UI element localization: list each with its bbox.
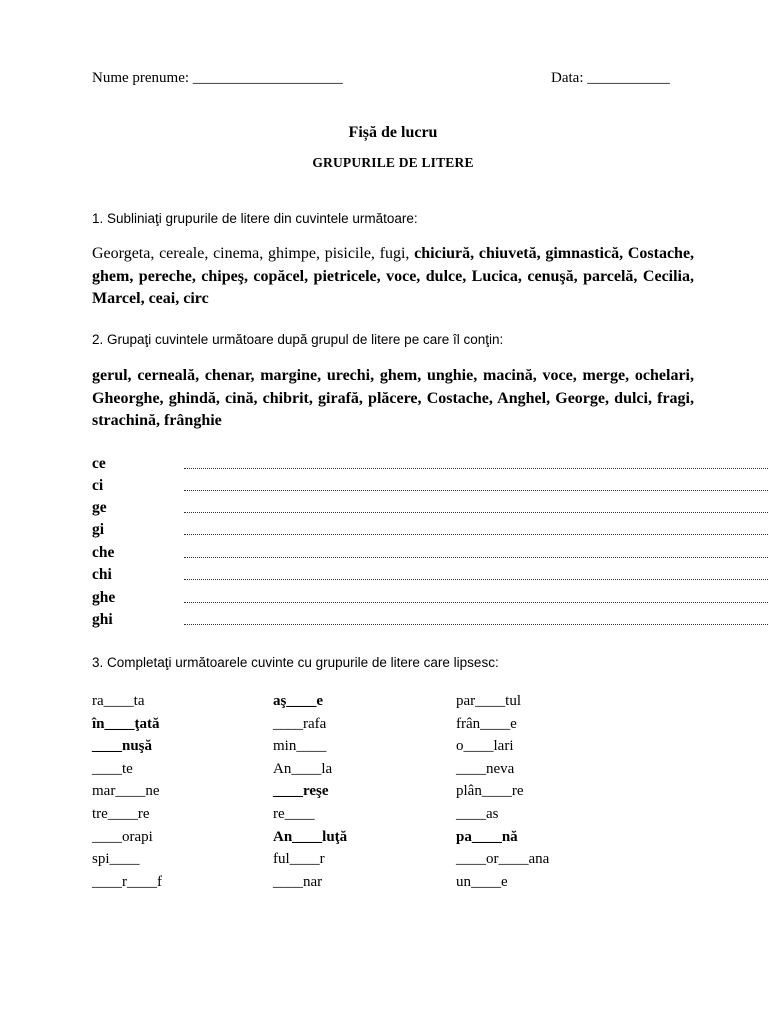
group-label: gi	[92, 521, 105, 538]
date-field-label: Data: ___________	[551, 70, 670, 86]
answer-line[interactable]	[184, 624, 768, 625]
fill-in-column-1	[92, 690, 162, 893]
group-row	[92, 544, 692, 566]
group-row	[92, 521, 692, 543]
answer-line[interactable]	[184, 534, 768, 535]
group-label: ci	[92, 477, 104, 494]
fill-in-word: în____ţată	[92, 715, 160, 732]
fill-in-word: ____nar	[273, 873, 323, 890]
fill-in-word: ____nuşă	[92, 738, 153, 755]
group-row	[92, 611, 692, 633]
word: pisicile,	[324, 245, 380, 262]
group-label: chi	[92, 566, 112, 583]
answer-line[interactable]	[184, 579, 768, 580]
fill-in-column-2	[273, 690, 347, 893]
fill-in-word: ful____r	[273, 851, 325, 868]
fill-in-word: ____rafa	[273, 715, 327, 732]
group-row	[92, 589, 692, 611]
fill-in-word: spi____	[92, 851, 140, 868]
answer-line[interactable]	[184, 512, 768, 513]
fill-in-word: plân____re	[456, 783, 524, 800]
fill-in-word: ra____ta	[92, 693, 145, 709]
fill-in-word: frân____e	[456, 715, 517, 732]
fill-in-word: o____lari	[456, 738, 514, 755]
group-label: ce	[92, 455, 106, 472]
word: fugi,	[379, 245, 415, 262]
group-label: ghe	[92, 589, 116, 606]
exercise-2-instruction: 2. Grupaţi cuvintele următoare după grupul de litere pe care îl conţin:	[92, 332, 504, 347]
fill-in-word: par____tul	[456, 693, 521, 709]
word: cinema,	[213, 245, 268, 262]
fill-in-word: pa____nă	[456, 828, 518, 845]
fill-in-word: min____	[273, 738, 327, 755]
fill-in-word: aş____e	[273, 693, 323, 709]
answer-line[interactable]	[184, 468, 768, 469]
fill-in-word: ____reşe	[273, 783, 329, 800]
group-row	[92, 566, 692, 588]
page-subtitle: GRUPURILE DE LITERE	[312, 155, 474, 170]
fill-in-word: mar____ne	[92, 783, 160, 800]
fill-in-column-3	[456, 690, 549, 893]
word: Costache, ghem, pereche, chipeş, copăcel, pietricele, voce, dulce, Lucica, cenuşă, parcelă, Cecilia, Marcel, ceai, circ	[92, 245, 695, 307]
fill-in-word: ____orapi	[92, 828, 153, 845]
word: Georgeta,	[92, 245, 160, 262]
group-label: ghi	[92, 611, 113, 628]
fill-in-word: tre____re	[92, 805, 150, 822]
exercise-3-instruction: 3. Completaţi următoarele cuvinte cu grupurile de litere care lipsesc:	[92, 655, 499, 670]
fill-in-word: An____la	[273, 760, 333, 777]
word: cereale,	[159, 245, 214, 262]
fill-in-word: ____te	[92, 760, 133, 777]
fill-in-word: ____neva	[456, 760, 515, 777]
answer-line[interactable]	[184, 490, 768, 491]
fill-in-word: ____or____ana	[456, 851, 550, 868]
group-row	[92, 455, 692, 477]
exercise-1-instruction: 1. Subliniaţi grupurile de litere din cuvintele următoare:	[92, 211, 418, 226]
fill-in-word: un____e	[456, 873, 508, 890]
name-field-label: Nume prenume: ____________________	[92, 70, 343, 86]
answer-line[interactable]	[184, 557, 768, 558]
group-label: ge	[92, 499, 107, 516]
exercise-2-words: gerul, cerneală, chenar, margine, urechi, ghem, unghie, macină, voce, merge, ochelari, Gheorghe, ghindă, cină, chibrit, girafă, plăcere, Costache, Anghel, George, dulci, fragi, strachină, frânghie	[92, 367, 694, 429]
word: ghimpe,	[267, 245, 325, 262]
page-title: Fișă de lucru	[348, 124, 438, 141]
group-row	[92, 499, 692, 521]
group-row	[92, 477, 692, 499]
group-label: che	[92, 544, 115, 561]
exercise-1-words	[92, 243, 694, 311]
fill-in-word: ____r____f	[92, 873, 162, 890]
word: chiciură, chiuvetă, gimnastică,	[414, 245, 628, 262]
answer-line[interactable]	[184, 602, 768, 603]
fill-in-word: re____	[273, 805, 315, 822]
fill-in-word: ____as	[456, 805, 499, 822]
fill-in-word: An____luţă	[273, 828, 348, 845]
